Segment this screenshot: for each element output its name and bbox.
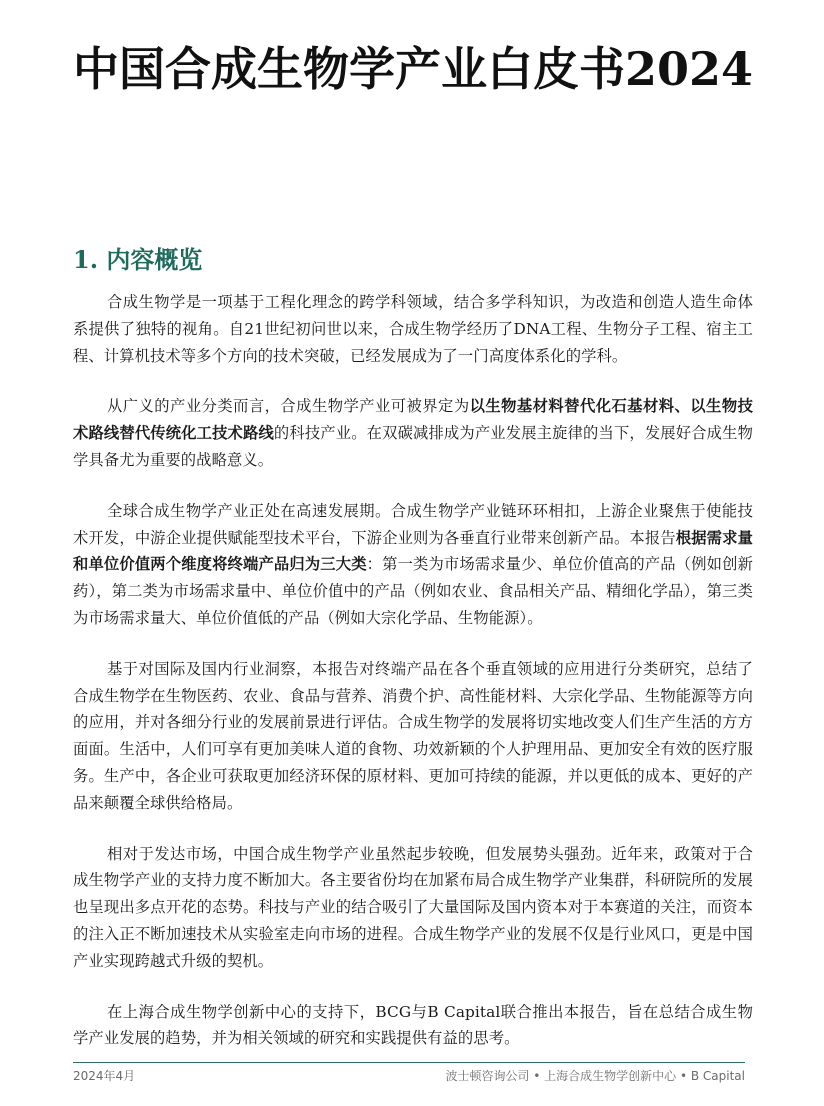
paragraph (73, 841, 753, 975)
section-heading: 1. 内容概览 (73, 245, 203, 274)
bold-text: 以生物基材料替代化石基材料、以生物技术路线替代传统化工技术路线 (73, 397, 753, 443)
footer-date: 2024年4月 (73, 1069, 136, 1083)
text-run: 全球合成生物学产业正处在高速发展期。合成生物学产业链环环相扣，上游企业聚焦于使能技术开发，中游企业提供赋能型技术平台，下游企业则为各垂直行业带来创新产品。本报告 (73, 501, 753, 547)
paragraph (73, 393, 753, 473)
paragraph (73, 999, 753, 1053)
paragraph (73, 656, 753, 817)
footer-divider (73, 1062, 745, 1063)
text-run: ：第一类为市场需求量少、单位价值高的产品（例如创新药），第二类为市场需求量中、单位价值中的产品（例如农业、食品相关产品、精细化学品），第三类为市场需求量大、单位价值低的产品（例如大宗化学品、生物能源）。 (73, 555, 753, 627)
text-run: 合成生物学是一项基于工程化理念的跨学科领域，结合多学科知识，为改造和创造人造生命体系提供了独特的视角。自21世纪初问世以来，合成生物学经历了DNA工程、生物分子工程、宿主工程、计算机技术等多个方向的技术突破，已经发展成为了一门高度体系化的学科。 (73, 293, 753, 365)
text-run: 从广义的产业分类而言，合成生物学产业可被界定为 (107, 397, 470, 416)
body-text (73, 289, 753, 1076)
text-run: 相对于发达市场，中国合成生物学产业虽然起步较晚，但发展势头强劲。近年来，政策对于合成生物学产业的支持力度不断加大。各主要省份均在加紧布局合成生物学产业集群，科研院所的发展也呈现出多点开花的态势。科技与产业的结合吸引了大量国际及国内资本对于本赛道的关注，而资本的注入正不断加速技术从实验室走向市场的进程。合成生物学产业的发展不仅是行业风口，更是中国产业实现跨越式升级的契机。 (73, 844, 753, 970)
text-run: 在上海合成生物学创新中心的支持下，BCG与B Capital联合推出本报告，旨在总结合成生物学产业发展的趋势，并为相关领域的研究和实践提供有益的思考。 (73, 1002, 753, 1048)
paragraph (73, 498, 753, 632)
page-title: 中国合成生物学产业白皮书2024 (73, 42, 754, 96)
paragraph (73, 289, 753, 369)
text-run: 的科技产业。在双碳减排成为产业发展主旋律的当下，发展好合成生物学具备尤为重要的战略意义。 (73, 424, 753, 469)
text-run: 基于对国际及国内行业洞察，本报告对终端产品在各个垂直领域的应用进行分类研究，总结了合成生物学在生物医药、农业、食品与营养、消费个护、高性能材料、大宗化学品、生物能源等方向的应用，并对各细分行业的发展前景进行评估。合成生物学的发展将切实地改变人们生产生活的方方面面。生活中，人们可享有更加美味人道的食物、功效新颖的个人护理用品、更加安全有效的医疗服务。生产中，各企业可获取更加经济环保的原材料、更加可持续的能源，并以更低的成本、更好的产品来颠覆全球供给格局。 (73, 659, 753, 812)
bold-text: 根据需求量和单位价值两个维度将终端产品归为三大类 (73, 528, 753, 574)
footer-publishers: 波士顿咨询公司 • 上海合成生物学创新中心 • B Capital (445, 1069, 745, 1083)
